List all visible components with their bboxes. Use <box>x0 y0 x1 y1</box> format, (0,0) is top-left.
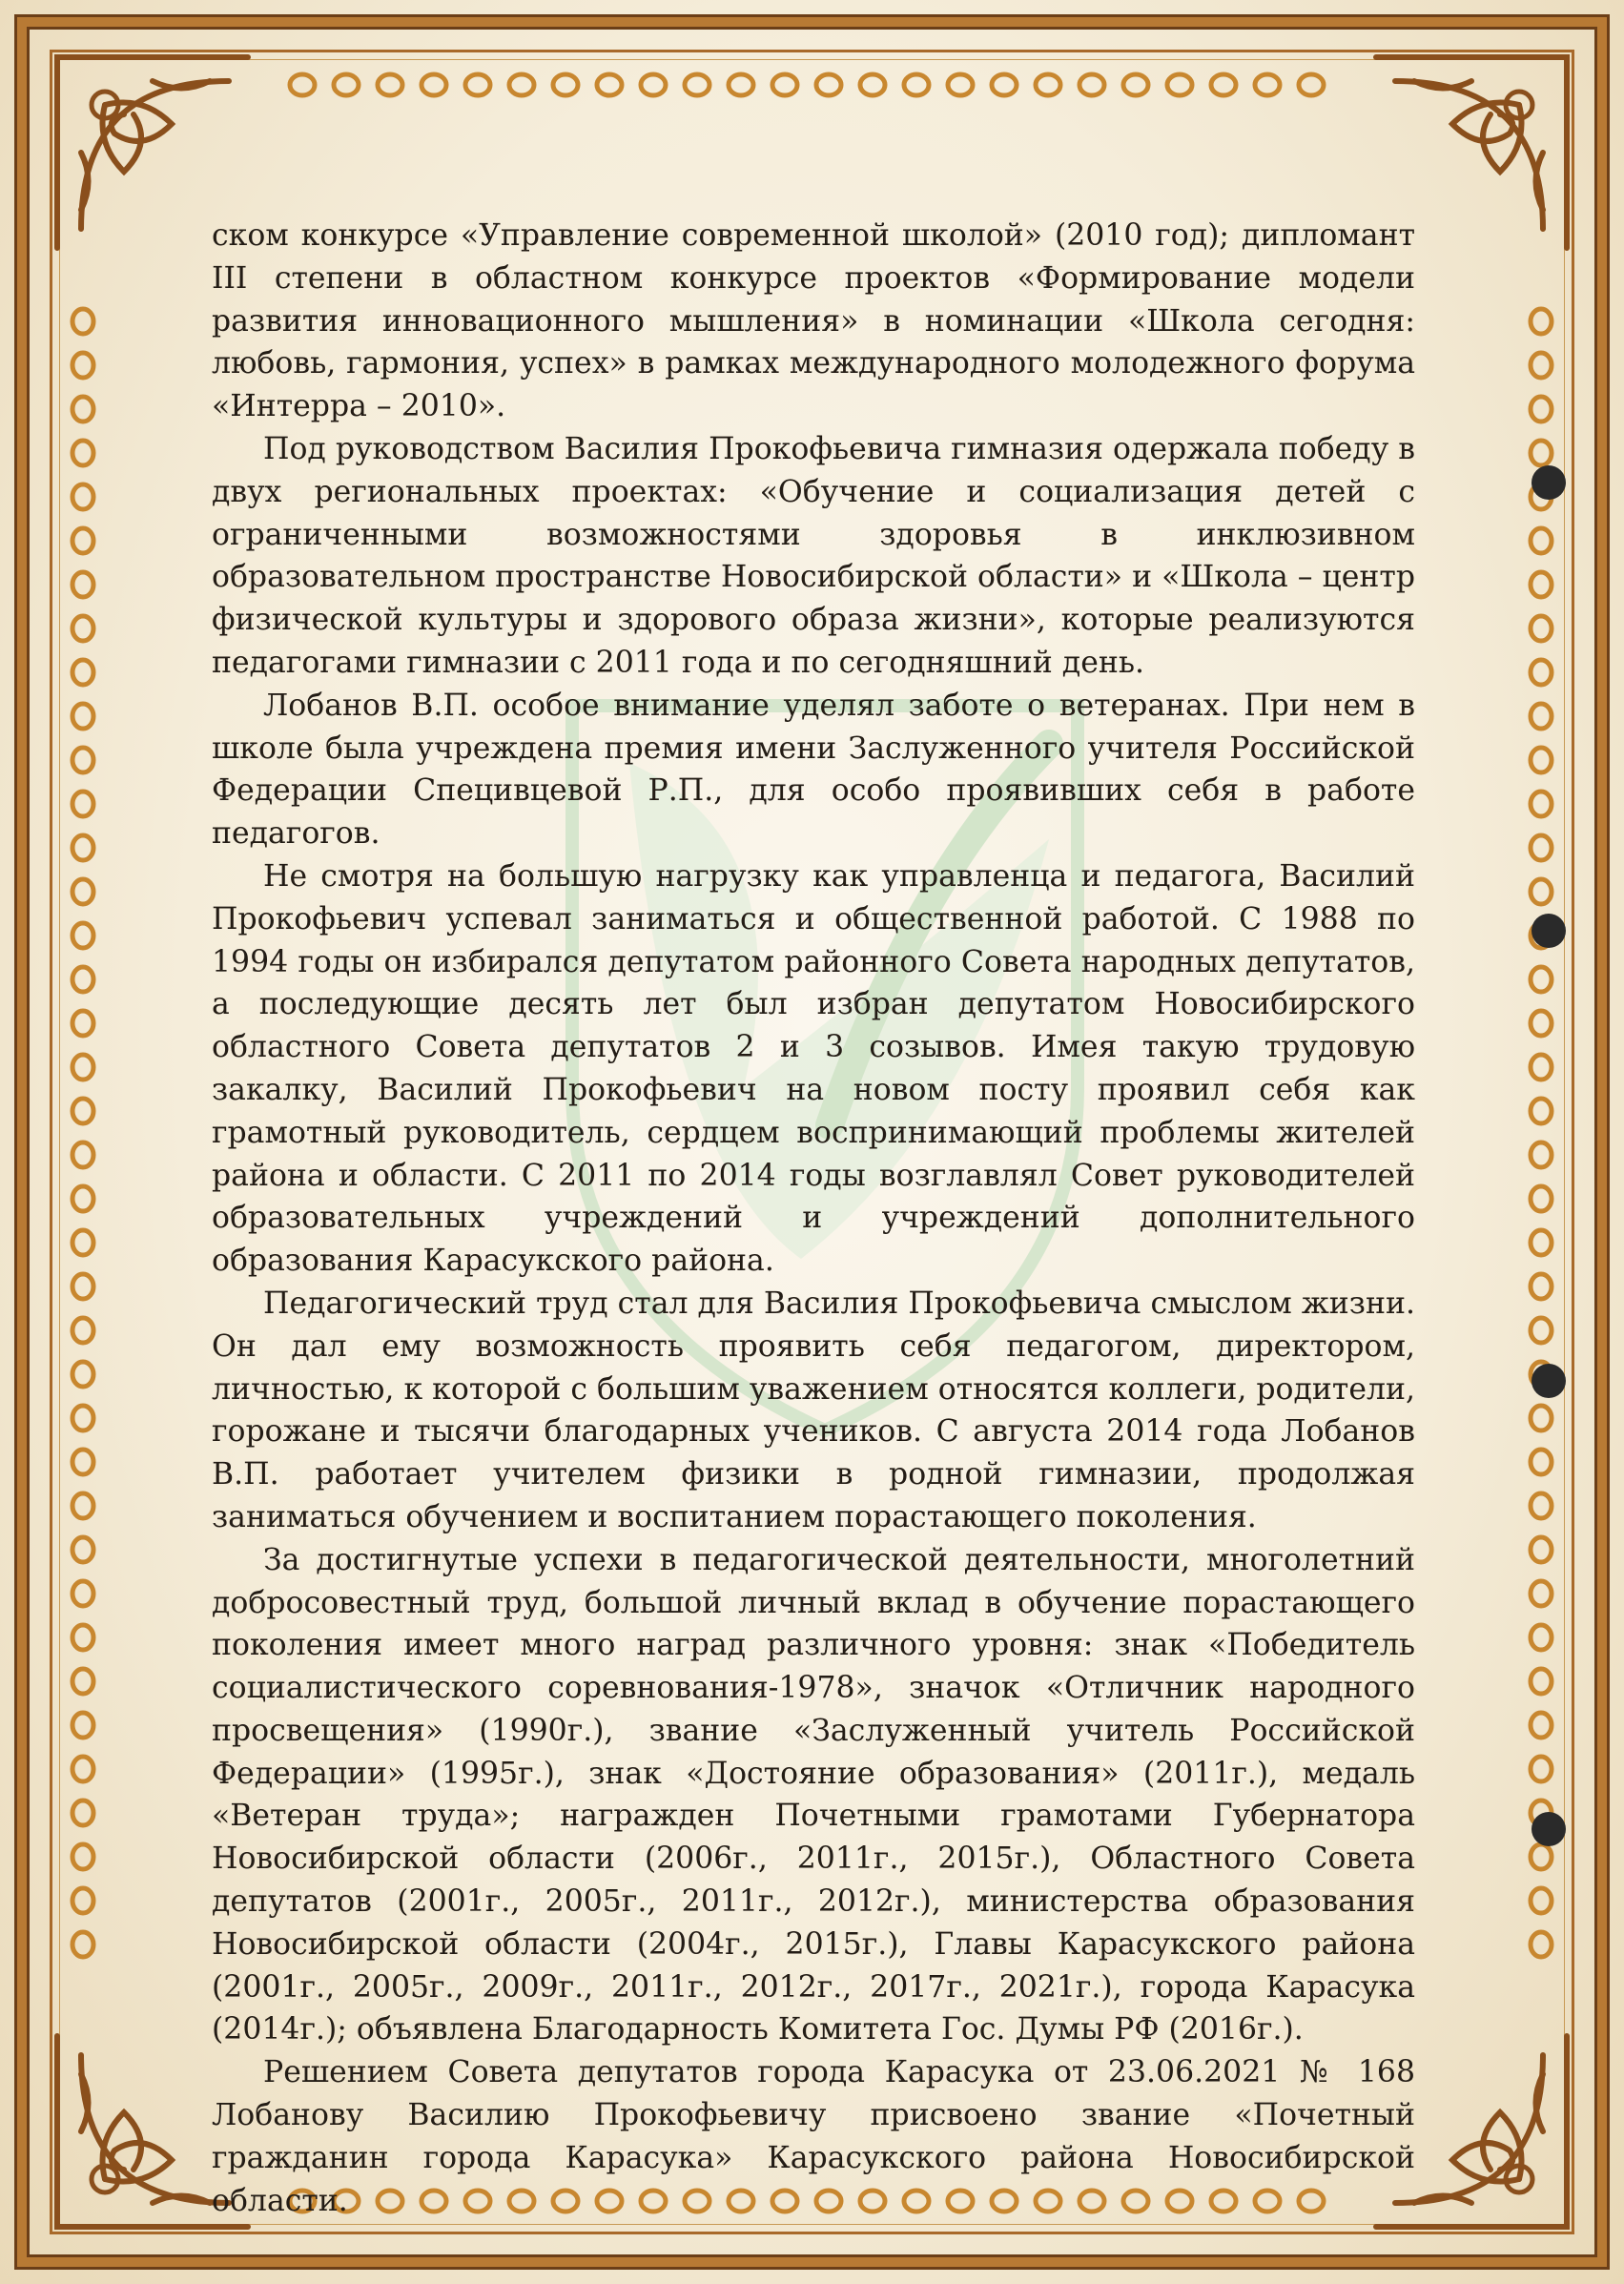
ring <box>72 1537 93 1562</box>
ring <box>1531 1757 1552 1781</box>
ring <box>421 74 446 95</box>
ring <box>72 1011 93 1036</box>
paragraph: Лобанов В.П. особое внимание уделял заботе о ветеранах. При нем в школе была учреждена премия имени Заслуженного учителя Российской Федерации Специвцевой Р.П., для особо проявивших себя в работе педагогов. <box>212 688 1415 852</box>
ring <box>1531 748 1552 772</box>
ring <box>72 1406 93 1430</box>
ring-chain-icon <box>1525 305 1557 1972</box>
paragraph: Не смотря на большую нагрузку как управленца и педагога, Василий Прокофьевич успевал заниматься и общественной работой. С 1988 по 1994 годы он избирался депутатом районного Совета народных депутатов, а последующие десять лет был избран депутатом Новосибирского областного Совета депутатов 2 и 3 созывов. Имея такую трудовую закалку, Василий Прокофьевич на новом посту проявил себя как грамотный руководитель, сердцем воспринимающий проблемы жителей района и области. С 2011 по 2014 годы возглавлял Совет руководителей образовательных учреждений и учреждений дополнительного образования Карасукского района. <box>212 858 1415 1279</box>
ring <box>1531 1230 1552 1255</box>
paragraph: Под руководством Василия Прокофьевича гимназия одержала победу в двух региональных проектах: «Обучение и социализация детей с ограниченными возможностями здоровья в инклюзивном образовательном пространстве Новосибирской области» и «Школа – центр физической культуры и здорового образа жизни», которые реализуются педагогами гимназии с 2011 года и по сегодняшний день. <box>212 431 1416 680</box>
paragraph: Педагогический труд стал для Василия Прокофьевича смыслом жизни. Он дал ему возможность проявить себя педагогом, директором, личностью, к которой с большим уважением относятся коллеги, родители, горожане и тысячи благодарных учеников. С августа 2014 года Лобанов В.П. работает учителем физики в родной гимназии, продолжая заниматься обучением и воспитанием порастающего поколения. <box>212 1286 1415 1534</box>
ring <box>1167 74 1192 95</box>
paragraph: Решением Совета депутатов города Карасука от 23.06.2021 № 168 Лобанову Василию Прокофьевичу присвоено звание «Почетный гражданин города Карасука» Карасукского района Новосибирской области. <box>212 2055 1415 2218</box>
ring <box>904 74 929 95</box>
ring <box>72 1713 93 1738</box>
ring <box>1531 572 1552 597</box>
ring <box>1531 1493 1552 1518</box>
ring <box>72 967 93 992</box>
ring <box>553 74 578 95</box>
ring <box>1531 528 1552 553</box>
ring <box>1531 1186 1552 1211</box>
ring <box>1531 879 1552 904</box>
ring <box>729 74 753 95</box>
paragraph: ском конкурсе «Управление современной школой» (2010 год); дипломант III степени в областном конкурсе проектов «Формирование модели развития инновационного мышления» в номинации «Школа сегодня: любовь, гармония, успех» в рамках международного молодежного форума «Интерра – 2010». <box>212 218 1415 424</box>
ring <box>334 74 359 95</box>
ring <box>72 1625 93 1650</box>
ring <box>72 704 93 729</box>
paragraph: За достигнутые успехи в педагогической деятельности, многолетний добросовестный труд, большой личный вклад в обучение порастающего поколения имеет много наград различного уровня: знак «Победитель социалистического соревнования-1978», значок «Отличник народного просвещения» (1990г.), звание «Заслуженный учитель Российской Федерации» (1995г.), знак «Достояние образования» (2011г.), медаль «Ветеран труда»; награжден Почетными грамотами Губернатора Новосибирской области (2006г., 2011г., 2015г.), Областного Совета депутатов (2001г., 2005г., 2011г., 2012г.), министерства образования Новосибирской области (2004г., 2015г.), Главы Карасукского района (2001г., 2005г., 2009г., 2011г., 2012г., 2017г., 2021г.), города Карасука (2014г.); объявлена Благодарность Комитета Гос. Думы РФ (2016г.). <box>212 1542 1415 2047</box>
ring <box>72 528 93 553</box>
ring <box>72 1888 93 1913</box>
ring <box>72 792 93 816</box>
ring <box>1123 74 1148 95</box>
binder-hole-icon <box>1531 914 1566 948</box>
ring <box>1531 397 1552 422</box>
ring <box>860 74 885 95</box>
ring <box>72 879 93 904</box>
ring <box>72 1800 93 1825</box>
ring <box>1531 1055 1552 1080</box>
ring <box>72 1274 93 1299</box>
ring <box>72 441 93 465</box>
ring <box>1531 1844 1552 1869</box>
ring <box>72 616 93 641</box>
ring <box>72 923 93 948</box>
ring <box>1531 616 1552 641</box>
ring <box>72 1757 93 1781</box>
ring <box>1531 967 1552 992</box>
ring <box>948 74 973 95</box>
ring <box>1211 74 1236 95</box>
ring <box>72 1362 93 1387</box>
ring <box>378 74 402 95</box>
ring <box>465 74 490 95</box>
ring <box>72 397 93 422</box>
ring <box>597 74 622 95</box>
ring <box>1531 1406 1552 1430</box>
ring <box>72 1186 93 1211</box>
ring <box>1531 309 1552 334</box>
document-body <box>212 215 1415 2222</box>
ring <box>1531 441 1552 465</box>
ring <box>72 1055 93 1080</box>
ring <box>1531 1142 1552 1167</box>
ring <box>72 1669 93 1694</box>
ring <box>1531 835 1552 860</box>
ring <box>72 1099 93 1123</box>
ring <box>992 74 1017 95</box>
ring <box>72 1450 93 1474</box>
ring <box>816 74 841 95</box>
ring <box>685 74 709 95</box>
binder-hole-icon <box>1531 1364 1566 1398</box>
ring <box>72 835 93 860</box>
binder-hole-icon <box>1531 1812 1566 1846</box>
ring <box>509 74 534 95</box>
ring <box>1531 353 1552 378</box>
ring <box>72 1230 93 1255</box>
ring <box>1531 1888 1552 1913</box>
ring <box>1036 74 1060 95</box>
ring <box>1299 74 1324 95</box>
ring <box>1531 1099 1552 1123</box>
ring <box>1531 1537 1552 1562</box>
ring <box>1531 1713 1552 1738</box>
ring <box>72 1142 93 1167</box>
ring <box>1531 1932 1552 1957</box>
ring <box>1531 1318 1552 1343</box>
binder-hole-icon <box>1531 465 1566 500</box>
ring <box>72 1493 93 1518</box>
ring <box>1531 1625 1552 1650</box>
ring-chain-icon <box>67 305 99 1972</box>
ring <box>1531 1274 1552 1299</box>
ring <box>72 484 93 509</box>
ring <box>1531 1669 1552 1694</box>
ring <box>290 74 315 95</box>
ring <box>72 660 93 685</box>
ring <box>1079 74 1104 95</box>
ring-chain-icon <box>286 69 1339 101</box>
ring <box>1531 660 1552 685</box>
ring <box>72 309 93 334</box>
ring <box>72 1844 93 1869</box>
ring <box>772 74 797 95</box>
ring <box>72 572 93 597</box>
ring <box>1531 704 1552 729</box>
ring <box>1531 1011 1552 1036</box>
ring <box>1531 1581 1552 1606</box>
ring <box>72 748 93 772</box>
ring <box>72 1932 93 1957</box>
ring <box>1255 74 1280 95</box>
ring <box>641 74 666 95</box>
ring <box>72 1581 93 1606</box>
ring <box>1531 792 1552 816</box>
ring <box>72 1318 93 1343</box>
ring <box>1531 1450 1552 1474</box>
ring <box>72 353 93 378</box>
